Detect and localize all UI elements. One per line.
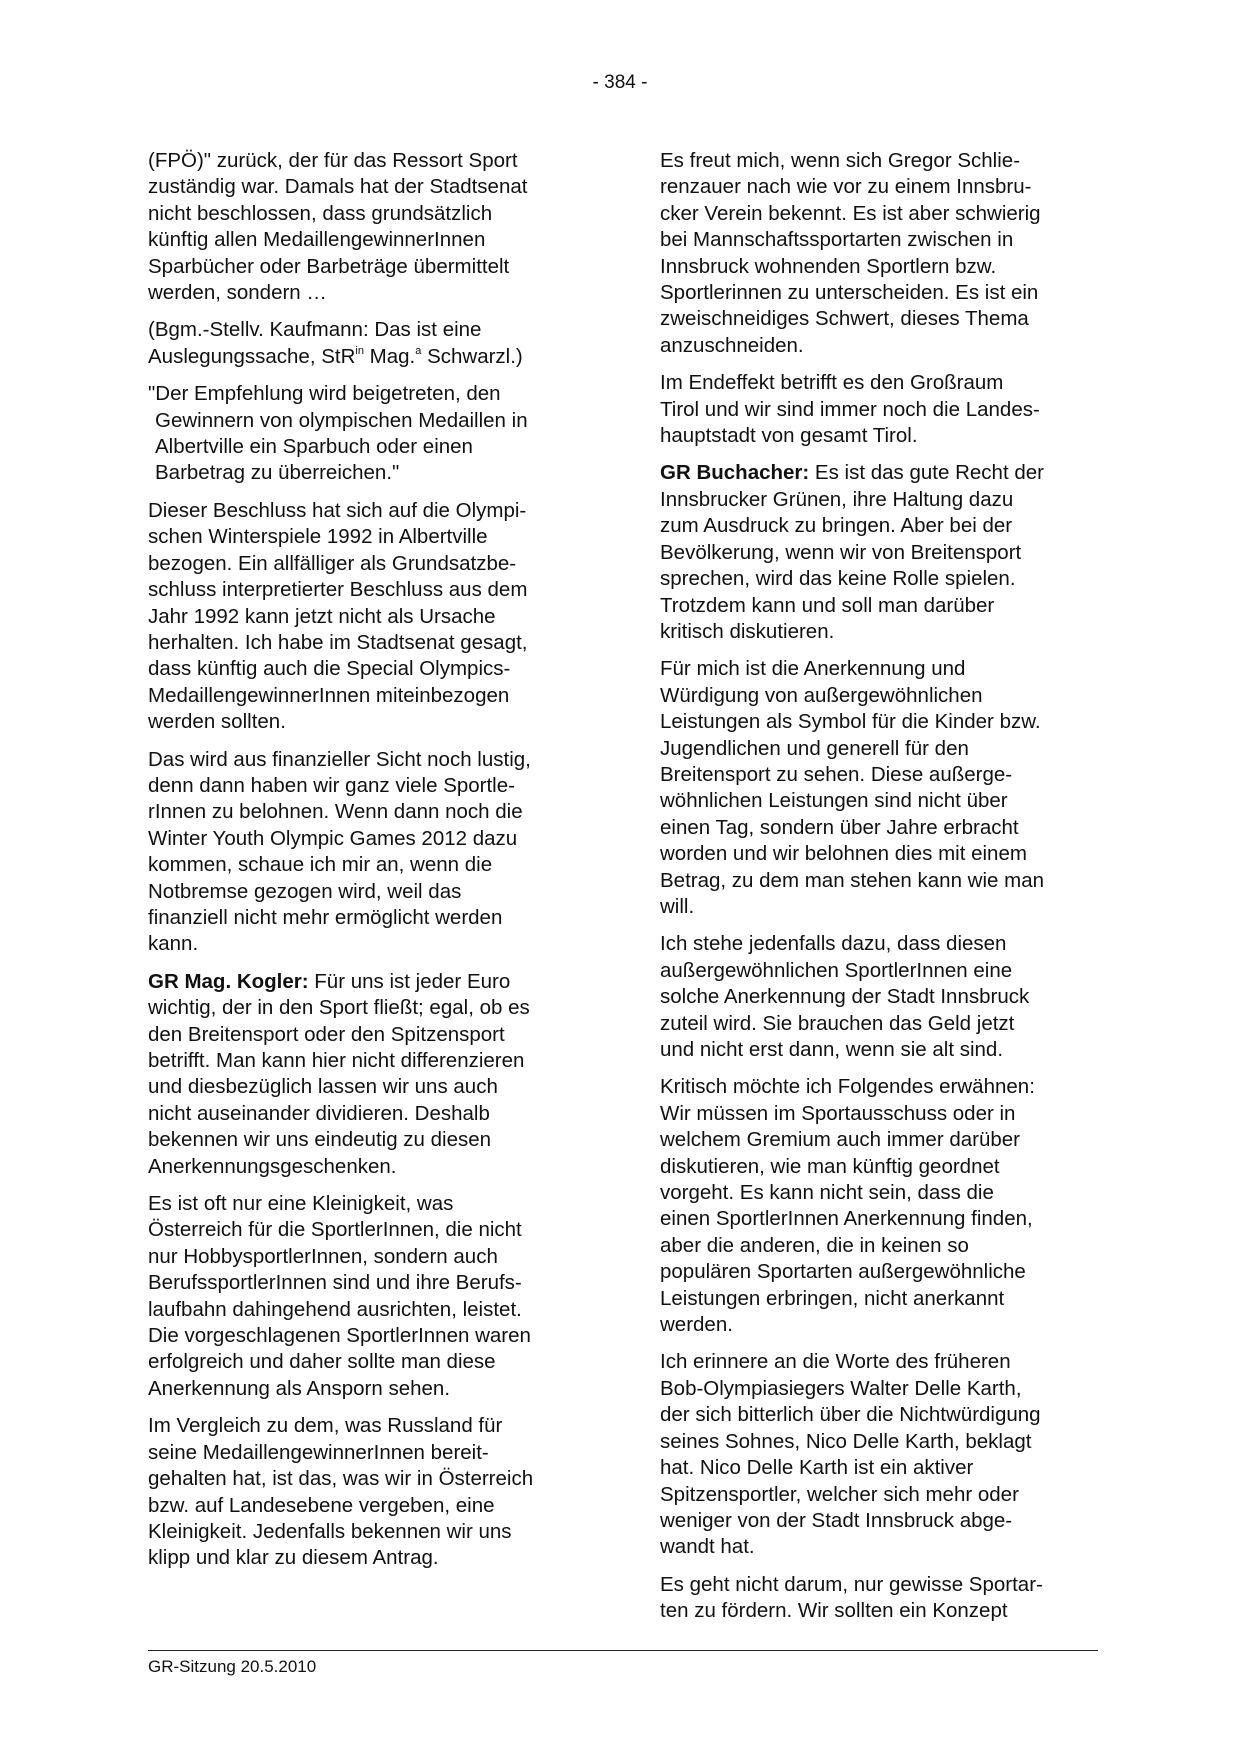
text-line: zweischneidiges Schwert, dieses Thema xyxy=(660,307,1029,331)
text-line: aber die anderen, die in keinen so xyxy=(660,1233,969,1257)
text-line: werden sollten. xyxy=(148,710,286,734)
text-line: Albertville ein Sparbuch oder einen xyxy=(155,435,473,459)
text-line: Es ist oft nur eine Kleinigkeit, was xyxy=(148,1192,454,1216)
text-line: wandt hat. xyxy=(660,1535,755,1559)
paragraph xyxy=(660,148,1100,359)
text-line: schluss interpretierter Beschluss aus dem xyxy=(148,578,528,602)
text-line: Im Endeffekt betrifft es den Großraum xyxy=(660,371,1004,395)
text-line: zum Ausdruck zu bringen. Aber bei der xyxy=(660,514,1013,538)
text-line: worden und wir belohnen dies mit einem xyxy=(660,842,1027,866)
speaker-name: GR Buchacher: xyxy=(660,461,810,485)
text-line: seine MedaillengewinnerInnen bereit- xyxy=(148,1440,489,1464)
speaker-paragraph xyxy=(660,460,1100,645)
text-line: Bob-Olympiasiegers Walter Delle Karth, xyxy=(660,1376,1022,1400)
text-line: erfolgreich und daher sollte man diese xyxy=(148,1350,496,1374)
text-line: vorgeht. Es kann nicht sein, dass die xyxy=(660,1181,994,1205)
text-line: Sportlerinnen zu unterscheiden. Es ist ein xyxy=(660,281,1039,305)
text-line: der sich bitterlich über die Nichtwürdigung xyxy=(660,1403,1041,1427)
text-line: Es geht nicht darum, nur gewisse Sportar- xyxy=(660,1572,1043,1596)
text-line: bei Mannschaftssportarten zwischen in xyxy=(660,228,1014,252)
text-line: "Der Empfehlung wird beigetreten, den xyxy=(148,382,501,406)
text-line: nicht auseinander dividieren. Deshalb xyxy=(148,1101,490,1125)
text-line: künftig allen MedaillengewinnerInnen xyxy=(148,228,486,252)
text-line: populären Sportarten außergewöhnliche xyxy=(660,1260,1026,1284)
text-line: betrifft. Man kann hier nicht differenzieren xyxy=(148,1049,525,1072)
text-line: bzw. auf Landesebene vergeben, eine xyxy=(148,1493,495,1517)
text-line: cker Verein bekennt. Es ist aber schwierig xyxy=(660,201,1041,225)
text-line: außergewöhnlichen SportlerInnen eine xyxy=(660,958,1013,982)
right-column xyxy=(660,148,1100,1636)
superscript: in xyxy=(355,344,364,357)
text-line: Winter Youth Olympic Games 2012 dazu xyxy=(148,826,518,850)
paragraph xyxy=(660,1074,1100,1338)
text-line: nur HobbysportlerInnen, sondern auch xyxy=(148,1244,498,1268)
text-line: Wir müssen im Sportausschuss oder in xyxy=(660,1101,1016,1125)
paragraph xyxy=(148,1413,588,1571)
text-line: Jugendlichen und generell für den xyxy=(660,736,969,760)
text-line: Ich erinnere an die Worte des früheren xyxy=(660,1350,1011,1374)
speaker-paragraph xyxy=(148,969,588,1180)
text-line: BerufssportlerInnen sind und ihre Berufs- xyxy=(148,1271,522,1295)
text-line: seines Sohnes, Nico Delle Karth, beklagt xyxy=(660,1429,1032,1453)
text-line: Gewinnern von olympischen Medaillen in xyxy=(155,408,528,432)
text-line: Es freut mich, wenn sich Gregor Schlie- xyxy=(660,149,1021,172)
text-line: Leistungen als Symbol für die Kinder bzw. xyxy=(660,710,1041,734)
text-line: wöhnlichen Leistungen sind nicht über xyxy=(660,789,1008,813)
paragraph xyxy=(148,1191,588,1402)
text-line: zuständig war. Damals hat der Stadtsenat xyxy=(148,175,528,199)
paragraph xyxy=(148,747,588,958)
text-line: denn dann haben wir ganz viele Sportle- xyxy=(148,773,515,797)
speaker-name: GR Mag. Kogler: xyxy=(148,969,309,993)
text-line: Spitzensportler, welcher sich mehr oder xyxy=(660,1482,1019,1506)
text-fragment: Schwarzl.) xyxy=(421,344,523,368)
text-line: laufbahn dahingehend ausrichten, leistet. xyxy=(148,1297,522,1321)
text-line: ten zu fördern. Wir sollten ein Konzept xyxy=(660,1599,1008,1623)
text-line: Dieser Beschluss hat sich auf die Olympi- xyxy=(148,498,527,522)
text-line: Österreich für die SportlerInnen, die nicht xyxy=(148,1218,522,1242)
paragraph xyxy=(660,1572,1100,1625)
page-number: - 384 - xyxy=(592,72,648,93)
text-line: Das wird aus finanzieller Sicht noch lustig, xyxy=(148,747,531,771)
text-line: Kritisch möchte ich Folgendes erwähnen: xyxy=(660,1075,1035,1099)
text-line: (FPÖ)" zurück, der für das Ressort Sport xyxy=(148,149,518,172)
text-line: schen Winterspiele 1992 in Albertville xyxy=(148,525,488,549)
text-line: dass künftig auch die Special Olympics- xyxy=(148,657,511,681)
text-line: Für mich ist die Anerkennung und xyxy=(660,657,966,681)
text-line: kommen, schaue ich mir an, wenn die xyxy=(148,853,493,877)
text-line xyxy=(660,460,1100,486)
text-line: Jahr 1992 kann jetzt nicht als Ursache xyxy=(148,604,496,628)
text-line: den Breitensport oder den Spitzensport xyxy=(148,1022,505,1046)
paragraph xyxy=(660,1349,1100,1560)
text-line: rInnen zu belohnen. Wenn dann noch die xyxy=(148,800,523,824)
paragraph xyxy=(148,498,588,736)
text-line: und nicht erst dann, wenn sie alt sind. xyxy=(660,1038,1004,1061)
text-line: Ich stehe jedenfalls dazu, dass diesen xyxy=(660,932,1007,956)
paragraph xyxy=(660,370,1100,449)
text-line: werden, sondern … xyxy=(148,281,327,305)
text-line: Trotzdem kann und soll man darüber xyxy=(660,593,995,617)
text-line: zuteil wird. Sie brauchen das Geld jetzt xyxy=(660,1011,1015,1035)
text-line: Barbetrag zu überreichen." xyxy=(155,461,400,485)
text-fragment: Für uns ist jeder Euro xyxy=(308,969,511,993)
text-fragment: Mag. xyxy=(363,344,416,368)
text-line: MedaillengewinnerInnen miteinbezogen xyxy=(148,683,510,707)
text-line: einen SportlerInnen Anerkennung finden, xyxy=(660,1207,1033,1231)
text-fragment: Es ist das gute Recht der xyxy=(809,461,1044,485)
text-line: und diesbezüglich lassen wir uns auch xyxy=(148,1075,498,1099)
text-line: will. xyxy=(660,894,695,918)
text-line: hauptstadt von gesamt Tirol. xyxy=(660,424,918,448)
text-line: bezogen. Ein allfälliger als Grundsatzbe- xyxy=(148,551,517,575)
footer-text: GR-Sitzung 20.5.2010 xyxy=(148,1657,317,1676)
superscript: a xyxy=(415,344,422,357)
text-line xyxy=(148,344,588,370)
text-line: weniger von der Stadt Innsbruck abge- xyxy=(660,1508,1013,1532)
text-line: Kleinigkeit. Jedenfalls bekennen wir uns xyxy=(148,1519,512,1543)
text-line: hat. Nico Delle Karth ist ein aktiver xyxy=(660,1456,974,1480)
text-line: Innsbrucker Grünen, ihre Haltung dazu xyxy=(660,487,1014,511)
text-line: Würdigung von außergewöhnlichen xyxy=(660,683,983,707)
text-line: Tirol und wir sind immer noch die Landes- xyxy=(660,397,1040,421)
text-line: wichtig, der in den Sport fließt; egal, ob es xyxy=(148,996,530,1020)
text-line: herhalten. Ich habe im Stadtsenat gesagt, xyxy=(148,630,528,654)
text-line: anzuschneiden. xyxy=(660,333,804,357)
text-line: Breitensport zu sehen. Diese außerge- xyxy=(660,762,1013,786)
footer-divider xyxy=(148,1650,1098,1651)
paragraph xyxy=(660,656,1100,920)
text-line: gehalten hat, ist das, was wir in Österreich xyxy=(148,1467,534,1491)
text-line: klipp und klar zu diesem Antrag. xyxy=(148,1546,439,1570)
text-line: welchem Gremium auch immer darüber xyxy=(660,1128,1021,1152)
text-line: diskutieren, wie man künftig geordnet xyxy=(660,1154,1000,1178)
text-line: Notbremse gezogen wird, weil das xyxy=(148,879,462,903)
text-line: kritisch diskutieren. xyxy=(660,619,835,643)
text-fragment: Auslegungssache, StR xyxy=(148,344,356,368)
text-line: einen Tag, sondern über Jahre erbracht xyxy=(660,815,1019,839)
text-line: Anerkennungsgeschenken. xyxy=(148,1154,397,1178)
text-line: sprechen, wird das keine Rolle spielen. xyxy=(660,567,1016,591)
text-line: Bevölkerung, wenn wir von Breitensport xyxy=(660,540,1022,564)
text-line: renzauer nach wie vor zu einem Innsbru- xyxy=(660,175,1032,199)
interjection-paragraph xyxy=(148,317,588,370)
text-line: (Bgm.-Stellv. Kaufmann: Das ist eine xyxy=(148,318,482,342)
quote-paragraph xyxy=(148,381,588,487)
text-line xyxy=(148,969,588,995)
text-line: solche Anerkennung der Stadt Innsbruck xyxy=(660,985,1030,1009)
text-line: Betrag, zu dem man stehen kann wie man xyxy=(660,868,1045,892)
text-line: Die vorgeschlagenen SportlerInnen waren xyxy=(148,1324,531,1348)
paragraph xyxy=(148,148,588,306)
text-line: Im Vergleich zu dem, was Russland für xyxy=(148,1414,503,1438)
left-column xyxy=(148,148,588,1583)
text-line: finanziell nicht mehr ermöglicht werden xyxy=(148,905,503,929)
text-line: Innsbruck wohnenden Sportlern bzw. xyxy=(660,254,997,278)
text-line: werden. xyxy=(660,1313,733,1337)
text-line: Sparbücher oder Barbeträge übermittelt xyxy=(148,254,510,278)
text-line: Leistungen erbringen, nicht anerkannt xyxy=(660,1286,1005,1310)
text-line: bekennen wir uns eindeutig zu diesen xyxy=(148,1128,492,1152)
text-line: kann. xyxy=(148,932,199,956)
text-line: nicht beschlossen, dass grundsätzlich xyxy=(148,201,493,225)
paragraph xyxy=(660,931,1100,1063)
text-line: Anerkennung als Ansporn sehen. xyxy=(148,1376,451,1400)
